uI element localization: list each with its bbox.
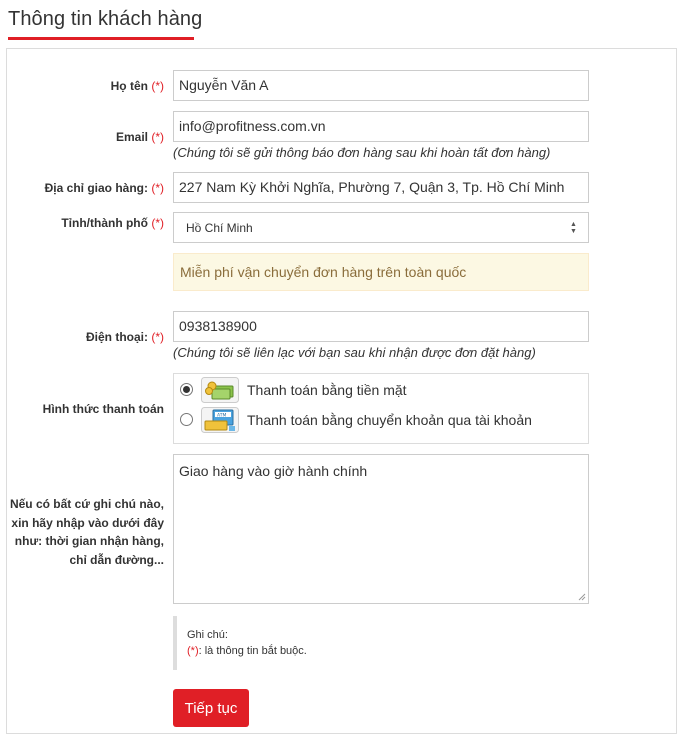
email-hint: (Chúng tôi sẽ gửi thông báo đơn hàng sau khi hoàn tất đơn hàng) — [173, 145, 551, 160]
select-arrows-icon: ▲ ▼ — [570, 221, 577, 235]
notes-label: Nếu có bất cứ ghi chú nào, xin hãy nhập vào dưới đây như: thời gian nhận hàng, chỉ dẫn đường... — [9, 497, 164, 567]
name-input[interactable]: Nguyễn Văn A — [173, 70, 589, 101]
resize-grip-icon[interactable] — [578, 593, 586, 601]
title-underline — [8, 37, 194, 40]
required-mark: (*) — [187, 645, 199, 657]
footnote-text: (*): là thông tin bắt buộc. — [187, 645, 307, 657]
email-input[interactable]: info@profitness.com.vn — [173, 111, 589, 142]
atm-card-icon — [201, 407, 239, 433]
payment-option-cash[interactable] — [174, 376, 588, 404]
city-label: Tỉnh/thành phố (*) — [61, 216, 164, 230]
required-mark: (*) — [151, 330, 164, 344]
svg-text:ATM: ATM — [217, 413, 227, 419]
radio-transfer[interactable] — [180, 413, 193, 426]
payment-option-label: Thanh toán bằng tiền mặt — [247, 382, 407, 398]
required-footnote — [173, 616, 589, 670]
radio-cash[interactable] — [180, 383, 193, 396]
notes-value: Giao hàng vào giờ hành chính — [179, 463, 368, 479]
city-select[interactable] — [173, 212, 589, 243]
payment-option-label: Thanh toán bằng chuyển khoản qua tài khoản — [247, 412, 532, 428]
address-input[interactable]: 227 Nam Kỳ Khởi Nghĩa, Phường 7, Quận 3, Tp. Hồ Chí Minh — [173, 172, 589, 203]
phone-input[interactable]: 0938138900 — [173, 311, 589, 342]
email-label: Email (*) — [115, 130, 164, 144]
name-label: Họ tên (*) — [110, 79, 164, 93]
phone-hint: (Chúng tôi sẽ liên lạc với bạn sau khi nhận được đơn đặt hàng) — [173, 345, 536, 360]
required-mark: (*) — [151, 130, 164, 144]
continue-button[interactable]: Tiếp tục — [173, 689, 249, 727]
cash-icon — [201, 377, 239, 403]
section-title: Thông tin khách hàng — [8, 8, 203, 30]
required-mark: (*) — [151, 216, 164, 230]
required-mark: (*) — [151, 79, 164, 93]
phone-label: Điện thoại: (*) — [85, 330, 164, 344]
required-mark: (*) — [151, 181, 164, 195]
notes-textarea[interactable] — [173, 454, 589, 604]
address-label: Địa chỉ giao hàng: (*) — [44, 181, 164, 195]
payment-label: Hình thức thanh toán — [42, 402, 164, 416]
shipping-notice: Miễn phí vận chuyển đơn hàng trên toàn quốc — [173, 253, 589, 291]
payment-options — [173, 373, 589, 444]
city-select-value: Hồ Chí Minh — [186, 221, 253, 235]
payment-option-transfer[interactable] — [174, 406, 588, 434]
footnote-title: Ghi chú: — [187, 629, 228, 641]
